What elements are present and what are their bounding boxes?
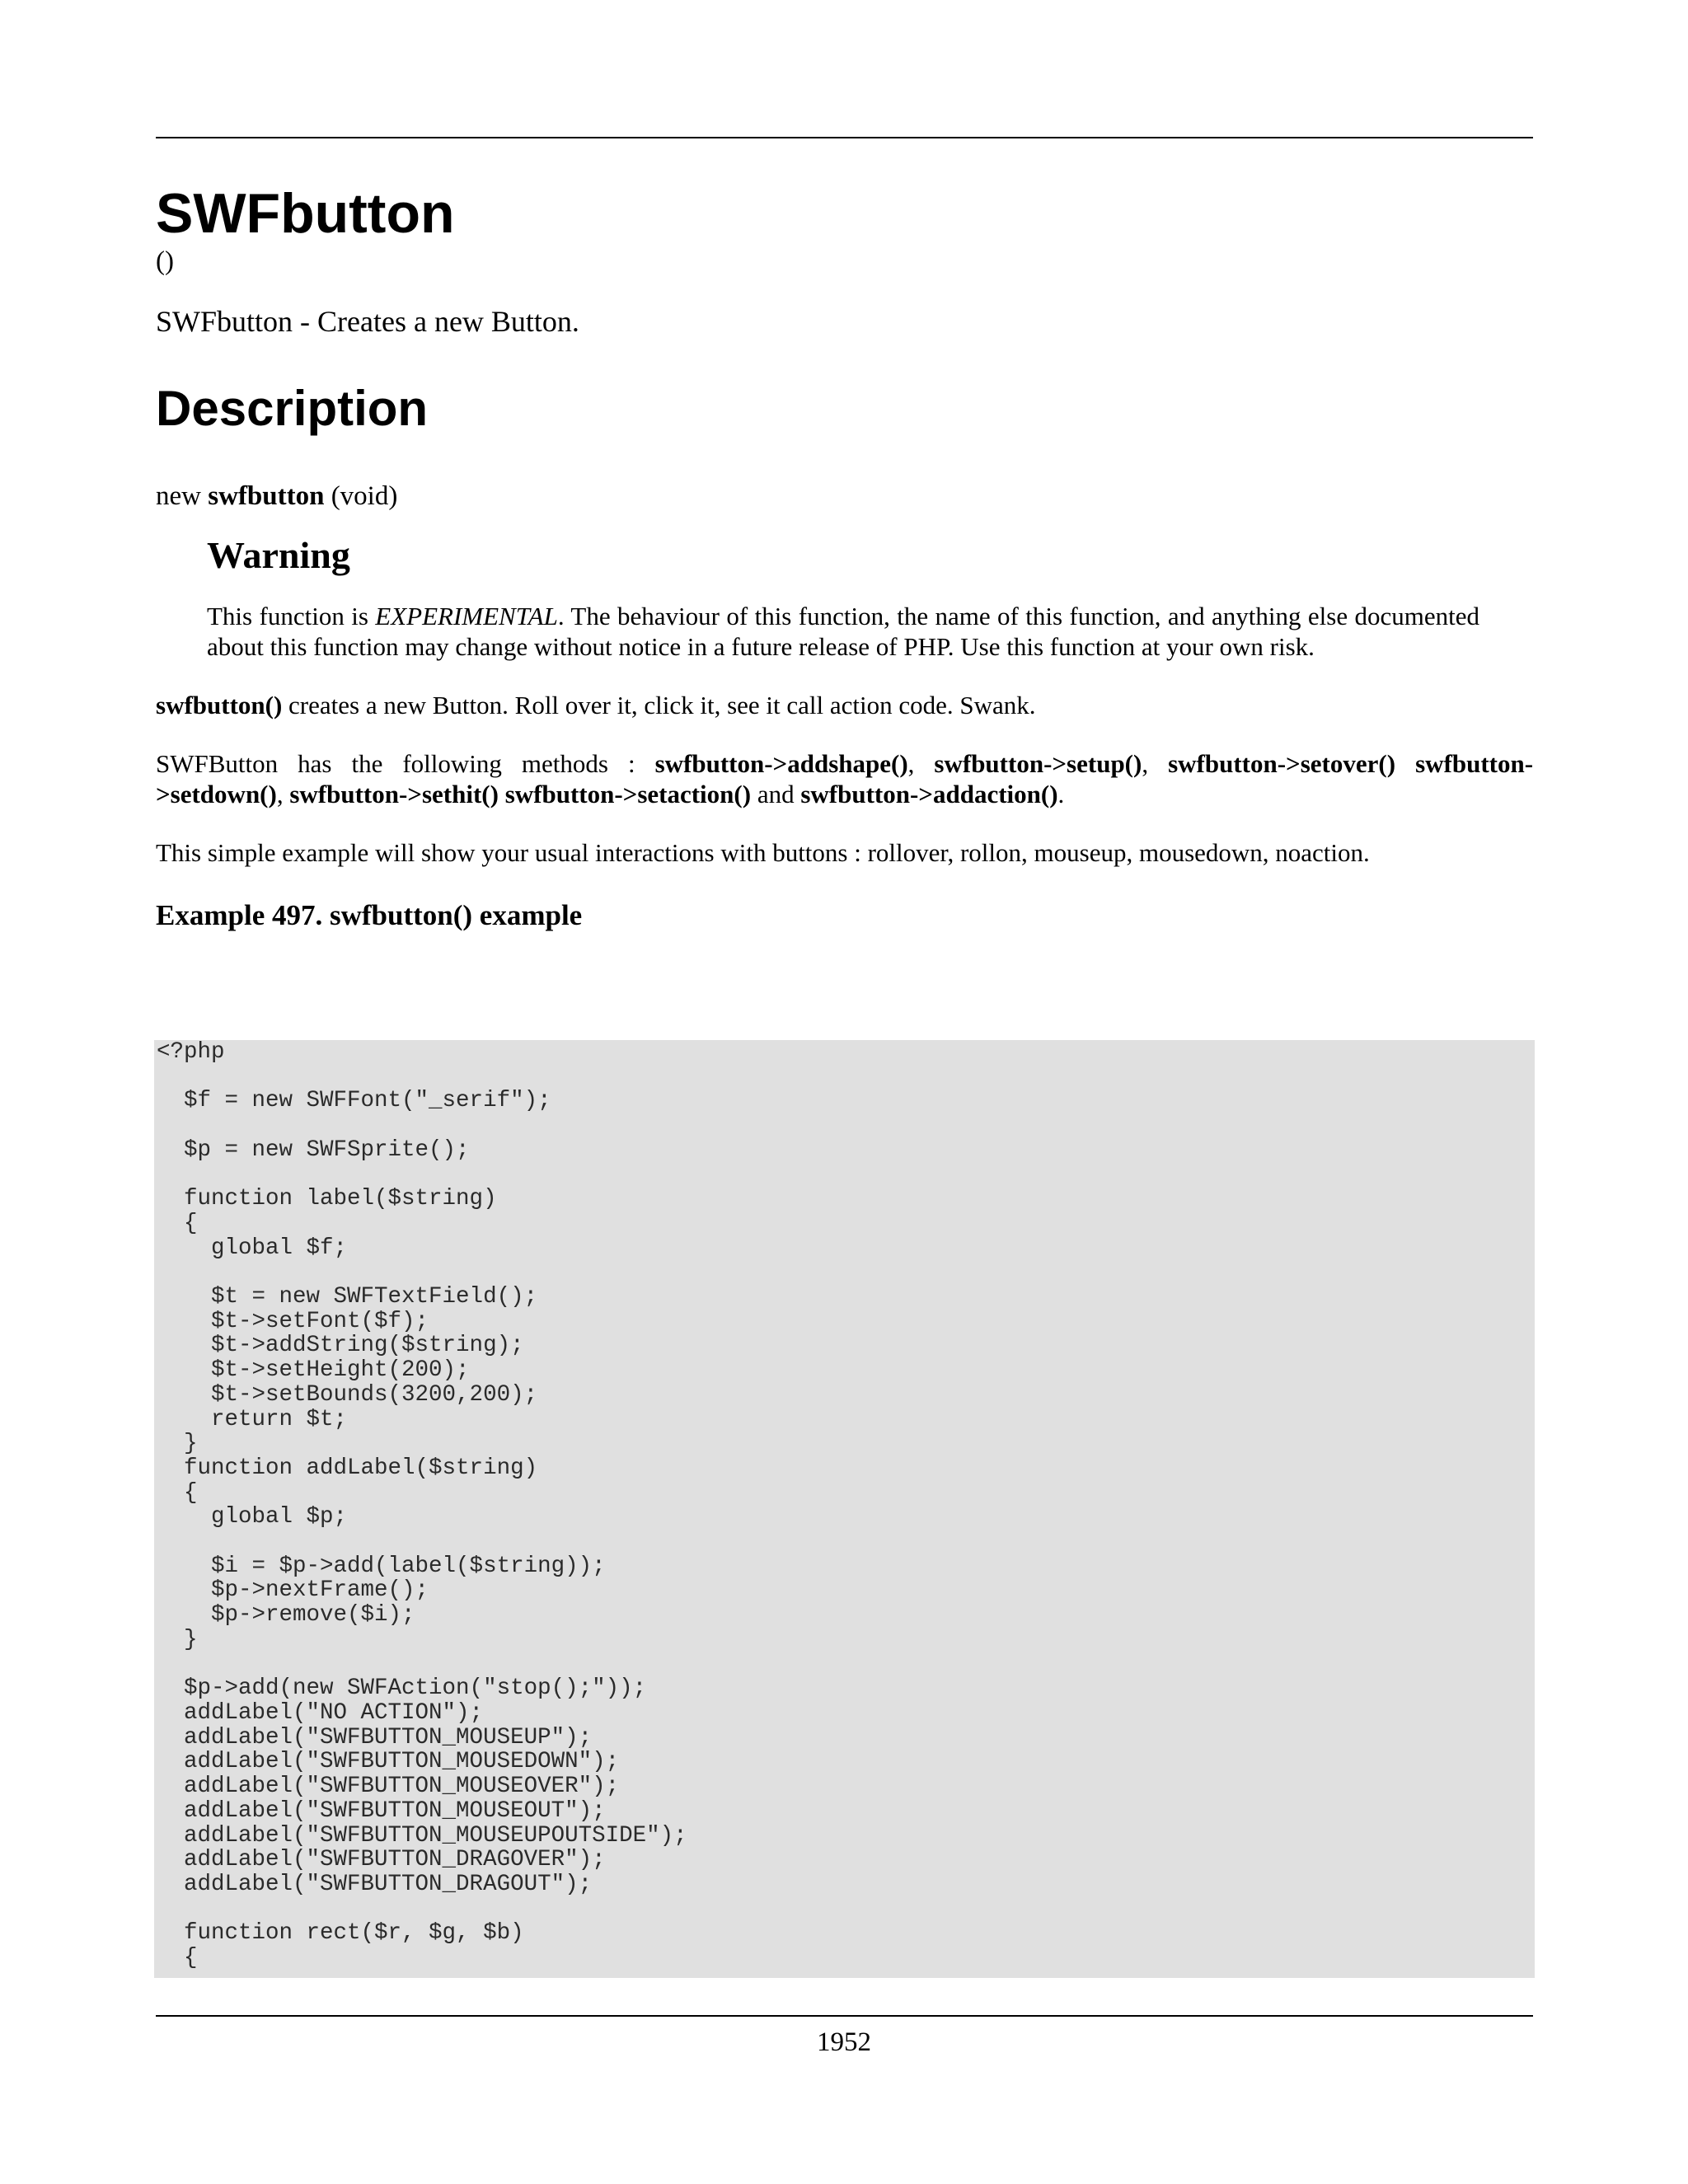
warning-heading: Warning bbox=[207, 534, 350, 576]
synopsis-args: (void) bbox=[324, 481, 398, 511]
page-content bbox=[156, 182, 1534, 931]
method-sethit: swfbutton->sethit() bbox=[289, 780, 499, 808]
methods-end: . bbox=[1057, 780, 1065, 808]
warning-text bbox=[207, 601, 1479, 662]
warning-text-emphasis: EXPERIMENTAL bbox=[375, 602, 558, 630]
warning-box bbox=[207, 534, 1479, 662]
methods-separator: , bbox=[276, 780, 290, 808]
paragraph-methods bbox=[156, 748, 1533, 809]
warning-text-before: This function is bbox=[207, 602, 376, 630]
code-example-box bbox=[154, 1040, 1535, 1978]
title-parens: () bbox=[156, 246, 174, 276]
paragraph-intro-function: swfbutton() bbox=[156, 691, 283, 719]
ref-purpose: SWFbutton - Creates a new Button. bbox=[156, 305, 579, 338]
methods-intro: SWFButton has the following methods : bbox=[156, 749, 655, 778]
paragraph-intro-text: creates a new Button. Roll over it, click it, see it call action code. Swank. bbox=[282, 691, 1036, 719]
methods-separator: , bbox=[907, 749, 935, 778]
methods-separator bbox=[1395, 749, 1415, 778]
method-setup: swfbutton->setup() bbox=[934, 749, 1142, 778]
methods-separator: , bbox=[1142, 749, 1169, 778]
methods-separator: and bbox=[751, 780, 801, 808]
synopsis-prefix: new bbox=[156, 481, 209, 511]
methods-separator bbox=[499, 780, 505, 808]
function-synopsis bbox=[156, 483, 1533, 510]
method-setaction: swfbutton->setaction() bbox=[504, 780, 752, 808]
method-setover: swfbutton->setover() bbox=[1168, 749, 1396, 778]
header-rule bbox=[156, 137, 1533, 138]
method-addaction: swfbutton->addaction() bbox=[800, 780, 1058, 808]
page-number: 1952 bbox=[817, 2027, 871, 2057]
paragraph-intro bbox=[156, 690, 1533, 720]
warning-text-after: . The behaviour of this function, the name of this function, and anything else documented about this function may change without notice in a future release of PHP. Use this function at your own risk. bbox=[207, 602, 1479, 661]
method-setdown: swfbutton->setdown() bbox=[156, 749, 1534, 808]
page-title: SWFbutton bbox=[156, 182, 455, 245]
paragraph-example-intro: This simple example will show your usual interactions with buttons : rollover, rollon, mouseup, mousedown, noaction. bbox=[156, 838, 1370, 867]
synopsis-function-name: swfbutton bbox=[208, 481, 325, 511]
code-listing: <?php $f = new SWFFont("_serif"); $p = new SWFSprite(); function label($string) { global $f; $t = new SWFTextField(); $t->setFont($f); $t->addString($string); $t->setHeight(200); $t->setBounds(3200,200); return $t; } function addLabel($string) { global $p; $i = $p->add(label($string)); $p->nextFrame(); $p->remove($i); } $p->add(new SWFAction("stop();")); addLabel("NO ACTION"); addLabel("SWFBUTTON_MOUSEUP"); addLabel("SWFBUTTON_MOUSEDOWN"); addLabel("SWFBUTTON_MOUSEOVER"); addLabel("SWFBUTTON_MOUSEOUT"); addLabel("SWFBUTTON_MOUSEUPOUTSIDE"); addLabel("SWFBUTTON_DRAGOVER"); addLabel("SWFBUTTON_DRAGOUT"); function rect($r, $g, $b) { bbox=[157, 1040, 687, 1971]
example-title: Example 497. swfbutton() example bbox=[156, 899, 583, 931]
description-heading: Description bbox=[156, 381, 429, 436]
method-addshape: swfbutton->addshape() bbox=[654, 749, 908, 778]
